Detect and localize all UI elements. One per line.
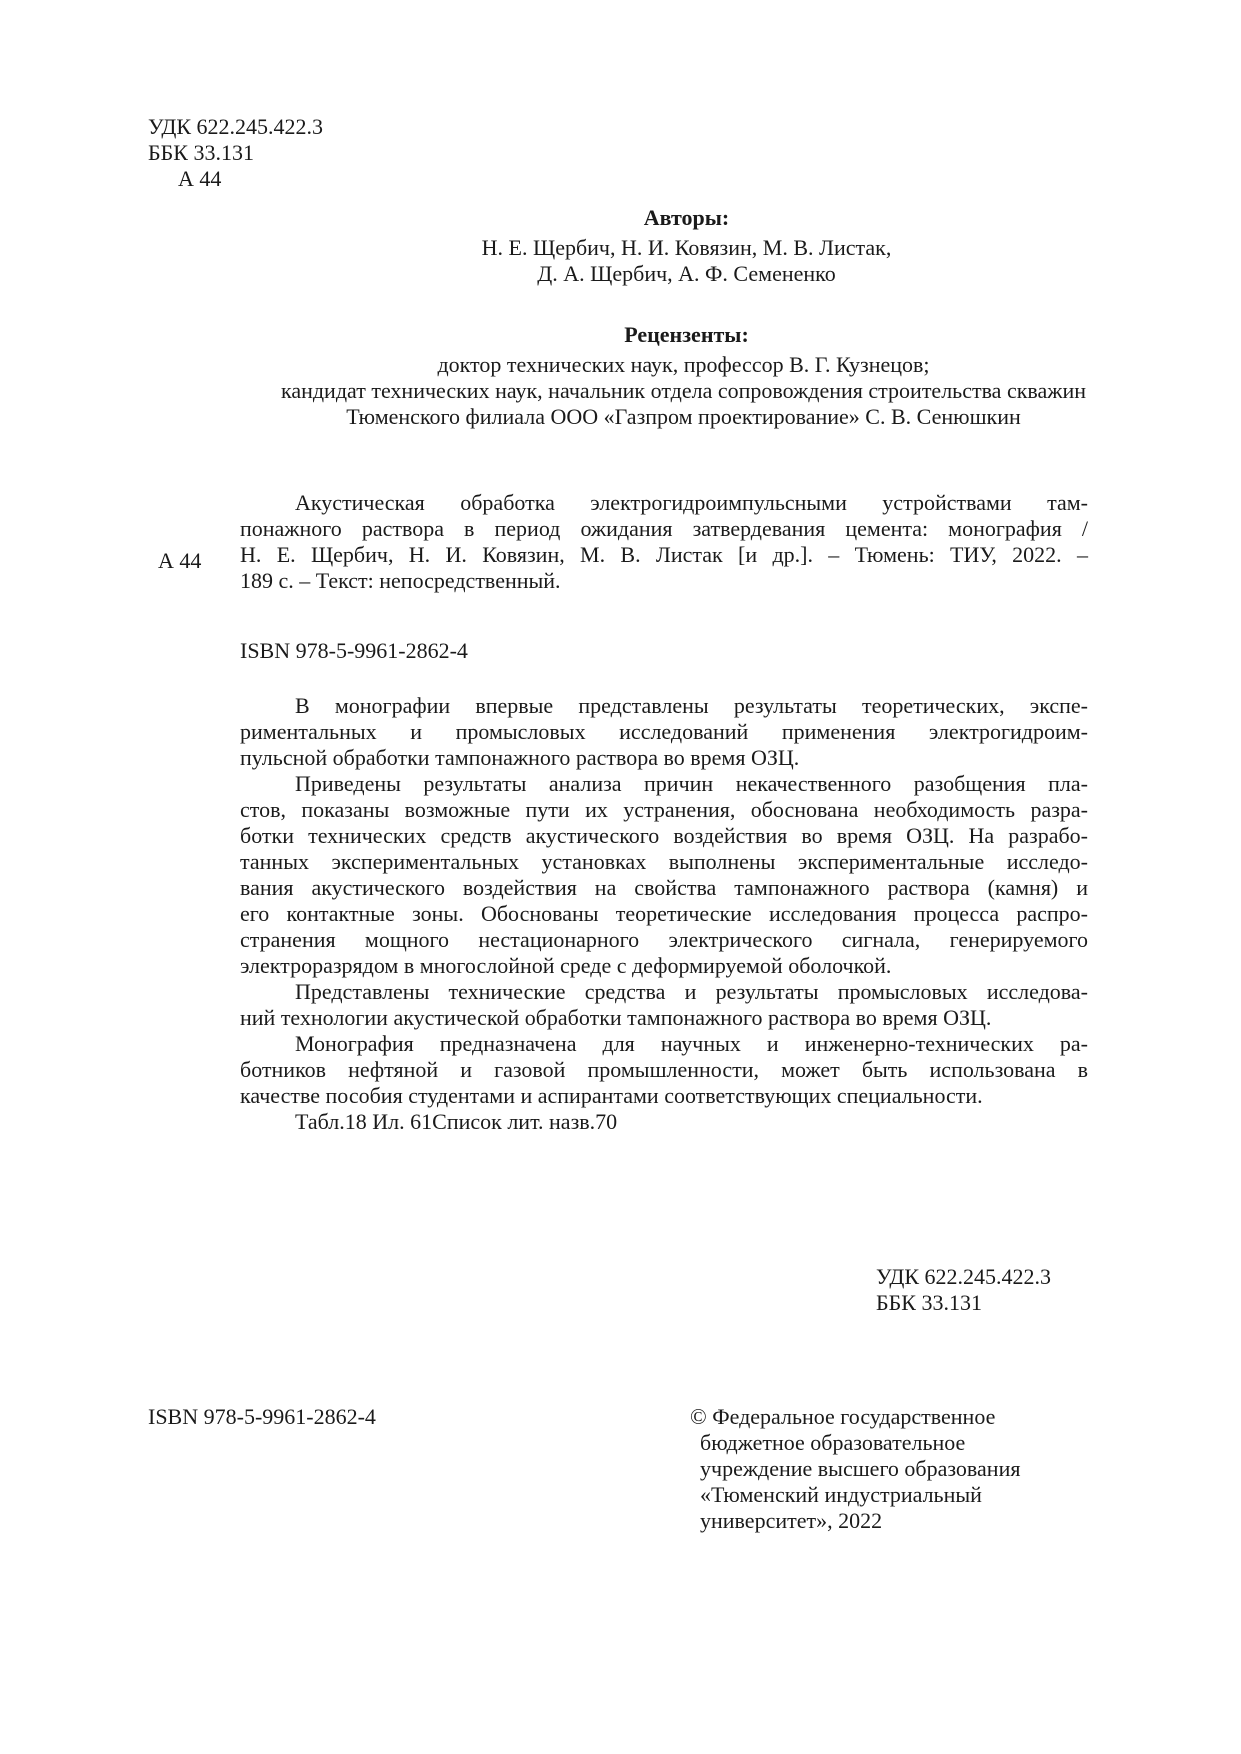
abstract-paragraph	[240, 771, 1088, 979]
abstract-line: пульсной обработки тампонажного раствора во время ОЗЦ.	[240, 745, 800, 770]
reviewer-line: доктор технических наук, профессор В. Г. Кузнецов;	[437, 352, 930, 377]
tables-figures-count: Табл.18 Ил. 61Список лит. назв.70	[295, 1109, 618, 1134]
bbk-code: ББК 33.131	[876, 1290, 982, 1315]
udk-code: УДК 622.245.422.3	[876, 1264, 1052, 1289]
abstract-line: странения мощного нестационарного электрического сигнала, генерируемого	[240, 927, 1088, 952]
abstract-line: ний технологии акустической обработки тампонажного раствора во время ОЗЦ.	[240, 1005, 992, 1030]
authors-line: Д. А. Щербич, А. Ф. Семененко	[537, 261, 836, 286]
abstract-paragraph	[240, 1109, 1088, 1135]
bottom-classification	[876, 1264, 1051, 1316]
authors-list	[0, 235, 1241, 287]
reviewer-line: Тюменского филиала ООО «Газпром проектирование» С. В. Сенюшкин	[346, 404, 1021, 429]
abstract-line: риментальных и промысловых исследований применения электрогидроим-	[240, 719, 1088, 744]
reviewers-heading: Рецензенты:	[624, 322, 749, 347]
abstract-line: Монография предназначена для научных и инженерно-технических ра-	[295, 1031, 1088, 1056]
catalog-line: Н. Е. Щербич, Н. И. Ковязин, М. В. Листак [и др.]. – Тюмень: ТИУ, 2022. –	[240, 542, 1088, 567]
abstract-line: качестве пособия студентами и аспирантами соответствующих специальности.	[240, 1083, 983, 1108]
abstract-line: ботников нефтяной и газовой промышленности, может быть использована в	[240, 1057, 1088, 1082]
udk-code: УДК 622.245.422.3	[148, 114, 324, 139]
abstract	[240, 693, 1088, 1135]
authors-line: Н. Е. Щербич, Н. И. Ковязин, М. В. Листак,	[481, 235, 892, 260]
copyright-line: © Федеральное государственное	[690, 1404, 996, 1429]
reviewers-list	[0, 352, 1241, 430]
bbk-code: ББК 33.131	[148, 140, 254, 165]
catalog-line: Акустическая обработка электрогидроимпульсными устройствами там-	[295, 490, 1088, 515]
abstract-line: электроразрядом в многослойной среде с деформируемой оболочкой.	[240, 953, 892, 978]
catalog-line: понажного раствора в период ожидания затвердевания цемента: монография /	[240, 516, 1088, 541]
top-classification	[148, 114, 323, 192]
footer-isbn: ISBN 978-5-9961-2862-4	[148, 1404, 376, 1429]
copyright-line: «Тюменский индустриальный	[700, 1482, 982, 1507]
abstract-line: вания акустического воздействия на свойства тампонажного раствора (камня) и	[240, 875, 1088, 900]
abstract-line: ботки технических средств акустического воздействия во время ОЗЦ. На разрабо-	[240, 823, 1088, 848]
abstract-line: Представлены технические средства и результаты промысловых исследова-	[295, 979, 1088, 1004]
abstract-line: танных экспериментальных установках выполнены экспериментальные исследо-	[240, 849, 1088, 874]
catalog-entry	[240, 490, 1088, 594]
abstract-line: Приведены результаты анализа причин некачественного разобщения пла-	[295, 771, 1088, 796]
abstract-line: стов, показаны возможные пути их устранения, обоснована необходимость разра-	[240, 797, 1088, 822]
author-mark: А 44	[178, 166, 222, 191]
catalog-author-mark: А 44	[158, 548, 202, 573]
abstract-paragraph	[240, 979, 1088, 1031]
catalog-line: 189 с. – Текст: непосредственный.	[240, 568, 561, 593]
abstract-line: В монографии впервые представлены результаты теоретических, экспе-	[295, 693, 1088, 718]
copyright-block	[690, 1404, 1020, 1534]
copyright-line: бюджетное образовательное	[700, 1430, 966, 1455]
reviewer-line: кандидат технических наук, начальник отдела сопровождения строительства скважин	[280, 378, 1087, 403]
abstract-paragraph	[240, 693, 1088, 771]
copyright-line: университет», 2022	[700, 1508, 883, 1533]
abstract-line: его контактные зоны. Обоснованы теоретические исследования процесса распро-	[240, 901, 1088, 926]
copyright-line: учреждение высшего образования	[700, 1456, 1021, 1481]
abstract-paragraph	[240, 1031, 1088, 1109]
authors-heading: Авторы:	[643, 205, 730, 230]
catalog-isbn: ISBN 978-5-9961-2862-4	[240, 638, 468, 663]
